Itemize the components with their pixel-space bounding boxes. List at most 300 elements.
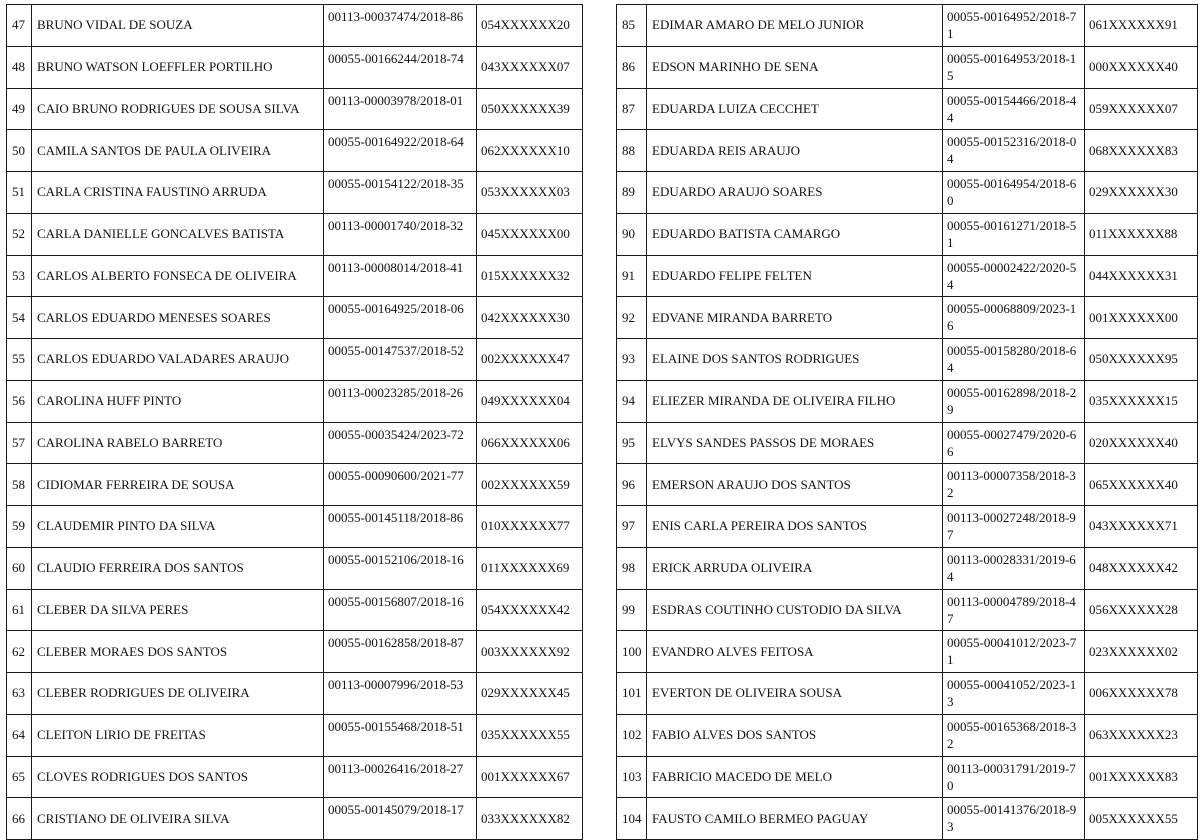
name-text: ENIS CARLA PEREIRA DOS SANTOS — [652, 518, 868, 534]
name-text: EDVANE MIRANDA BARRETO — [652, 309, 833, 325]
table-row — [617, 213, 1198, 255]
cpf-text: 050XXXXXX39 — [481, 100, 570, 116]
process-number-text: 00055-00166244/2018-74 — [328, 50, 464, 66]
process-number-text: 00055-00145118/2018-86 — [328, 510, 464, 525]
cpf-text: 043XXXXXX07 — [481, 59, 570, 75]
name-cell — [647, 5, 943, 47]
table-row — [617, 5, 1198, 47]
name-cell — [32, 756, 324, 798]
name-cell — [647, 255, 943, 297]
cpf-text: 011XXXXXX88 — [1089, 226, 1178, 242]
process-number-text: 00055-00035424/2023-72 — [328, 426, 464, 442]
cpf-cell — [477, 464, 583, 506]
row-number-text: 48 — [12, 59, 25, 75]
row-number-cell — [7, 46, 32, 88]
process-number-cell — [324, 547, 477, 589]
cpf-cell — [1085, 422, 1198, 464]
table-row — [7, 213, 583, 255]
process-number-text: 00055-00164954/2018-60 — [947, 176, 1077, 208]
row-number-cell — [7, 589, 32, 631]
row-number-text: 104 — [622, 810, 642, 826]
row-number-cell — [7, 5, 32, 47]
name-text: CARLA CRISTINA FAUSTINO ARRUDA — [37, 184, 267, 200]
cpf-text: 005XXXXXX55 — [1089, 810, 1178, 826]
row-number-cell — [7, 130, 32, 172]
name-text: CLEBER RODRIGUES DE OLIVEIRA — [37, 685, 250, 701]
row-number-cell — [617, 297, 647, 339]
row-number-text: 100 — [622, 643, 642, 659]
table-row — [7, 88, 583, 130]
name-cell — [32, 255, 324, 297]
cpf-text: 020XXXXXX40 — [1089, 434, 1178, 450]
cpf-cell — [1085, 88, 1198, 130]
cpf-text: 042XXXXXX30 — [481, 309, 570, 325]
cpf-cell — [1085, 464, 1198, 506]
name-text: CAMILA SANTOS DE PAULA OLIVEIRA — [37, 142, 272, 158]
name-cell — [647, 589, 943, 631]
table-row — [7, 172, 583, 214]
table-row — [7, 5, 583, 47]
row-number-text: 59 — [12, 518, 25, 534]
process-number-cell — [324, 172, 477, 214]
process-number-text: 00055-00164953/2018-15 — [947, 50, 1077, 83]
row-number-cell — [7, 673, 32, 715]
process-number-text: 00055-00152106/2018-16 — [328, 551, 464, 567]
name-text: BRUNO WATSON LOEFFLER PORTILHO — [37, 59, 273, 75]
table-row — [7, 506, 583, 548]
cpf-cell — [477, 547, 583, 589]
name-cell — [647, 297, 943, 339]
row-number-text: 90 — [622, 226, 635, 242]
process-number-cell — [943, 130, 1085, 172]
row-number-text: 102 — [622, 727, 642, 743]
cpf-text: 044XXXXXX31 — [1089, 267, 1178, 283]
name-text: ELIEZER MIRANDA DE OLIVEIRA FILHO — [652, 393, 896, 409]
process-number-text: 00113-00007996/2018-53 — [328, 677, 464, 692]
row-number-cell — [617, 172, 647, 214]
process-number-cell — [324, 798, 477, 840]
cpf-cell — [477, 756, 583, 798]
name-cell — [32, 339, 324, 381]
name-text: EDUARDO BATISTA CAMARGO — [652, 226, 841, 242]
process-number-cell — [943, 88, 1085, 130]
name-cell — [647, 213, 943, 255]
process-number-text: 00113-00031791/2019-70 — [947, 760, 1076, 793]
row-number-text: 96 — [622, 476, 635, 492]
process-number-text: 00055-00158280/2018-64 — [947, 343, 1077, 375]
table-row — [617, 464, 1198, 506]
cpf-cell — [477, 213, 583, 255]
cpf-cell — [1085, 130, 1198, 172]
name-text: FABRICIO MACEDO DE MELO — [652, 768, 832, 784]
process-number-cell — [943, 589, 1085, 631]
cpf-text: 003XXXXXX92 — [481, 643, 570, 659]
row-number-text: 63 — [12, 685, 25, 701]
cpf-text: 015XXXXXX32 — [481, 267, 570, 283]
table-row — [7, 339, 583, 381]
table-row — [7, 673, 583, 715]
row-number-text: 97 — [622, 518, 635, 534]
row-number-cell — [617, 130, 647, 172]
name-cell — [32, 506, 324, 548]
name-cell — [647, 380, 943, 422]
table-row — [7, 130, 583, 172]
table-row — [7, 547, 583, 589]
name-cell — [32, 422, 324, 464]
name-cell — [647, 756, 943, 798]
row-number-text: 65 — [12, 768, 25, 784]
cpf-text: 010XXXXXX77 — [481, 518, 570, 534]
name-text: EDUARDO FELIPE FELTEN — [652, 267, 812, 283]
process-number-text: 00055-00152316/2018-04 — [947, 134, 1077, 167]
row-number-text: 95 — [622, 434, 635, 450]
name-text: CLAUDIO FERREIRA DOS SANTOS — [37, 560, 244, 576]
process-number-cell — [324, 380, 477, 422]
process-number-text: 00055-00002422/2020-54 — [947, 259, 1077, 292]
row-number-text: 55 — [12, 351, 25, 367]
cpf-cell — [477, 589, 583, 631]
row-number-cell — [617, 631, 647, 673]
cpf-text: 045XXXXXX00 — [481, 226, 570, 242]
cpf-text: 063XXXXXX23 — [1089, 727, 1178, 743]
process-number-cell — [943, 422, 1085, 464]
row-number-text: 101 — [622, 685, 642, 701]
cpf-cell — [1085, 798, 1198, 840]
name-cell — [647, 130, 943, 172]
process-number-text: 00055-00090600/2021-77 — [328, 468, 464, 484]
name-text: ELAINE DOS SANTOS RODRIGUES — [652, 351, 860, 367]
row-number-cell — [7, 380, 32, 422]
row-number-cell — [617, 798, 647, 840]
name-cell — [32, 380, 324, 422]
row-number-cell — [7, 88, 32, 130]
table-row — [7, 297, 583, 339]
name-cell — [647, 506, 943, 548]
name-text: CLEITON LIRIO DE FREITAS — [37, 727, 206, 743]
table-row — [617, 380, 1198, 422]
cpf-cell — [477, 5, 583, 47]
name-text: BRUNO VIDAL DE SOUZA — [37, 17, 193, 33]
cpf-text: 059XXXXXX07 — [1089, 100, 1178, 116]
process-number-text: 00055-00041012/2023-71 — [947, 635, 1077, 668]
cpf-cell — [477, 172, 583, 214]
name-cell — [32, 46, 324, 88]
process-number-cell — [943, 255, 1085, 297]
process-number-cell — [324, 422, 477, 464]
name-cell — [32, 631, 324, 673]
process-number-cell — [324, 631, 477, 673]
name-cell — [647, 172, 943, 214]
table-row — [617, 673, 1198, 715]
process-number-cell — [943, 714, 1085, 756]
row-number-cell — [617, 673, 647, 715]
name-text: FAUSTO CAMILO BERMEO PAGUAY — [652, 810, 869, 826]
row-number-text: 91 — [622, 267, 635, 283]
table-row — [617, 339, 1198, 381]
cpf-cell — [477, 380, 583, 422]
name-text: ERICK ARRUDA OLIVEIRA — [652, 560, 813, 576]
cpf-cell — [1085, 631, 1198, 673]
process-number-cell — [324, 756, 477, 798]
process-number-cell — [324, 213, 477, 255]
row-number-text: 92 — [622, 309, 635, 325]
table-row — [7, 380, 583, 422]
cpf-text: 002XXXXXX59 — [481, 476, 570, 492]
name-text: EDUARDA REIS ARAUJO — [652, 142, 801, 158]
row-number-text: 49 — [12, 100, 25, 116]
row-number-text: 57 — [12, 434, 25, 450]
table-row — [617, 130, 1198, 172]
cpf-text: 029XXXXXX30 — [1089, 184, 1178, 200]
row-number-cell — [7, 506, 32, 548]
table-row — [617, 422, 1198, 464]
cpf-text: 029XXXXXX45 — [481, 685, 570, 701]
process-number-text: 00113-00001740/2018-32 — [328, 217, 464, 233]
cpf-cell — [477, 714, 583, 756]
cpf-cell — [477, 88, 583, 130]
name-cell — [647, 464, 943, 506]
name-text: CAIO BRUNO RODRIGUES DE SOUSA SILVA — [37, 100, 300, 116]
cpf-text: 056XXXXXX28 — [1089, 601, 1178, 617]
row-number-text: 58 — [12, 476, 25, 492]
process-number-cell — [943, 339, 1085, 381]
row-number-text: 60 — [12, 560, 25, 576]
row-number-text: 47 — [12, 17, 25, 33]
name-text: CARLOS EDUARDO MENESES SOARES — [37, 309, 271, 325]
cpf-text: 053XXXXXX03 — [481, 184, 570, 200]
process-number-text: 00055-00164922/2018-64 — [328, 134, 464, 150]
cpf-text: 054XXXXXX20 — [481, 17, 570, 33]
table-row — [7, 714, 583, 756]
process-number-text: 00055-00162858/2018-87 — [328, 635, 464, 651]
row-number-cell — [7, 714, 32, 756]
table-row — [617, 589, 1198, 631]
process-number-cell — [943, 380, 1085, 422]
name-cell — [647, 673, 943, 715]
process-number-cell — [943, 631, 1085, 673]
table-row — [7, 756, 583, 798]
process-number-cell — [324, 464, 477, 506]
name-cell — [32, 464, 324, 506]
table-row — [617, 297, 1198, 339]
cpf-text: 011XXXXXX69 — [481, 560, 570, 576]
candidate-table-right — [616, 4, 1198, 840]
row-number-cell — [7, 213, 32, 255]
name-cell — [32, 172, 324, 214]
cpf-cell — [1085, 589, 1198, 631]
name-cell — [647, 714, 943, 756]
row-number-cell — [617, 756, 647, 798]
row-number-text: 93 — [622, 351, 635, 367]
name-text: EVERTON DE OLIVEIRA SOUSA — [652, 685, 843, 701]
name-text: EDUARDO ARAUJO SOARES — [652, 184, 823, 200]
process-number-cell — [324, 714, 477, 756]
cpf-cell — [477, 798, 583, 840]
process-number-text: 00055-00154466/2018-44 — [947, 92, 1077, 125]
cpf-text: 054XXXXXX42 — [481, 601, 570, 617]
cpf-cell — [1085, 5, 1198, 47]
candidate-table-left — [6, 4, 583, 840]
process-number-cell — [943, 213, 1085, 255]
name-text: EDIMAR AMARO DE MELO JUNIOR — [652, 17, 865, 33]
name-cell — [647, 46, 943, 88]
row-number-text: 94 — [622, 393, 635, 409]
table-body-right — [617, 5, 1198, 840]
row-number-text: 87 — [622, 100, 635, 116]
name-cell — [647, 88, 943, 130]
row-number-cell — [7, 255, 32, 297]
process-number-text: 00055-00156807/2018-16 — [328, 593, 464, 609]
cpf-cell — [1085, 213, 1198, 255]
row-number-cell — [7, 798, 32, 840]
row-number-cell — [7, 756, 32, 798]
name-text: CLEBER MORAES DOS SANTOS — [37, 643, 228, 659]
table-row — [617, 547, 1198, 589]
process-number-cell — [324, 589, 477, 631]
process-number-text: 00113-00028331/2019-64 — [947, 551, 1076, 584]
cpf-cell — [1085, 673, 1198, 715]
name-cell — [647, 631, 943, 673]
cpf-cell — [1085, 714, 1198, 756]
name-text: CLEBER DA SILVA PERES — [37, 601, 189, 617]
process-number-text: 00113-00003978/2018-01 — [328, 92, 464, 108]
name-cell — [32, 547, 324, 589]
cpf-text: 006XXXXXX78 — [1089, 685, 1178, 701]
table-row — [7, 46, 583, 88]
cpf-text: 002XXXXXX47 — [481, 351, 570, 367]
name-text: EVANDRO ALVES FEITOSA — [652, 643, 814, 659]
name-text: CAROLINA HUFF PINTO — [37, 393, 182, 409]
process-number-text: 00055-00165368/2018-32 — [947, 718, 1077, 751]
cpf-cell — [1085, 172, 1198, 214]
name-cell — [32, 213, 324, 255]
cpf-text: 068XXXXXX83 — [1089, 142, 1178, 158]
table-row — [617, 255, 1198, 297]
table-row — [7, 589, 583, 631]
process-number-cell — [943, 46, 1085, 88]
table-row — [617, 46, 1198, 88]
name-text: EMERSON ARAUJO DOS SANTOS — [652, 476, 851, 492]
process-number-text: 00113-00008014/2018-41 — [328, 259, 464, 275]
cpf-cell — [1085, 380, 1198, 422]
cpf-text: 048XXXXXX42 — [1089, 560, 1178, 576]
name-text: CLAUDEMIR PINTO DA SILVA — [37, 518, 216, 534]
process-number-cell — [943, 673, 1085, 715]
name-cell — [32, 798, 324, 840]
cpf-text: 035XXXXXX55 — [481, 727, 570, 743]
row-number-cell — [7, 631, 32, 673]
cpf-cell — [1085, 756, 1198, 798]
name-cell — [647, 339, 943, 381]
process-number-cell — [324, 255, 477, 297]
cpf-text: 001XXXXXX00 — [1089, 309, 1178, 325]
process-number-cell — [324, 339, 477, 381]
row-number-cell — [617, 213, 647, 255]
row-number-cell — [617, 506, 647, 548]
row-number-cell — [617, 339, 647, 381]
row-number-cell — [617, 380, 647, 422]
cpf-cell — [477, 631, 583, 673]
table-body-left — [7, 5, 583, 840]
process-number-text: 00113-00004789/2018-47 — [947, 593, 1076, 626]
cpf-text: 050XXXXXX95 — [1089, 351, 1178, 367]
process-number-text: 00055-00027479/2020-66 — [947, 426, 1077, 459]
table-row — [617, 88, 1198, 130]
process-number-text: 00055-00068809/2023-16 — [947, 301, 1077, 334]
table-row — [617, 506, 1198, 548]
table-row — [7, 464, 583, 506]
table-row — [617, 714, 1198, 756]
process-number-cell — [943, 464, 1085, 506]
process-number-text: 00113-00023285/2018-26 — [328, 384, 464, 400]
row-number-cell — [617, 714, 647, 756]
table-row — [7, 255, 583, 297]
row-number-text: 86 — [622, 59, 635, 75]
process-number-text: 00055-00147537/2018-52 — [328, 343, 464, 358]
cpf-text: 066XXXXXX06 — [481, 434, 570, 450]
table-row — [7, 631, 583, 673]
table-row — [617, 172, 1198, 214]
name-text: CARLOS EDUARDO VALADARES ARAUJO — [37, 351, 289, 367]
name-text: CRISTIANO DE OLIVEIRA SILVA — [37, 810, 230, 826]
process-number-cell — [324, 46, 477, 88]
process-number-cell — [324, 297, 477, 339]
row-number-text: 66 — [12, 810, 25, 826]
row-number-cell — [7, 547, 32, 589]
row-number-text: 89 — [622, 184, 635, 200]
process-number-text: 00055-00155468/2018-51 — [328, 718, 464, 734]
name-cell — [32, 5, 324, 47]
name-text: ELVYS SANDES PASSOS DE MORAES — [652, 434, 875, 450]
process-number-text: 00055-00145079/2018-17 — [328, 802, 464, 818]
name-text: CARLA DANIELLE GONCALVES BATISTA — [37, 226, 285, 242]
process-number-cell — [943, 756, 1085, 798]
row-number-text: 103 — [622, 768, 642, 784]
cpf-cell — [1085, 339, 1198, 381]
row-number-text: 85 — [622, 17, 635, 33]
row-number-text: 53 — [12, 267, 25, 283]
row-number-cell — [617, 255, 647, 297]
row-number-cell — [617, 589, 647, 631]
process-number-text: 00113-00007358/2018-32 — [947, 468, 1076, 501]
row-number-cell — [7, 297, 32, 339]
row-number-text: 54 — [12, 309, 25, 325]
name-cell — [32, 714, 324, 756]
name-text: EDSON MARINHO DE SENA — [652, 59, 819, 75]
name-text: CARLOS ALBERTO FONSECA DE OLIVEIRA — [37, 267, 297, 283]
row-number-cell — [617, 464, 647, 506]
row-number-cell — [7, 339, 32, 381]
cpf-cell — [477, 673, 583, 715]
process-number-cell — [943, 547, 1085, 589]
cpf-cell — [1085, 506, 1198, 548]
row-number-cell — [7, 172, 32, 214]
name-text: CLOVES RODRIGUES DOS SANTOS — [37, 768, 249, 784]
process-number-cell — [324, 673, 477, 715]
cpf-cell — [477, 422, 583, 464]
cpf-text: 035XXXXXX15 — [1089, 393, 1178, 409]
cpf-text: 043XXXXXX71 — [1089, 518, 1178, 534]
name-text: FABIO ALVES DOS SANTOS — [652, 727, 817, 743]
name-cell — [32, 673, 324, 715]
row-number-text: 61 — [12, 601, 25, 617]
cpf-text: 023XXXXXX02 — [1089, 643, 1178, 659]
cpf-text: 000XXXXXX40 — [1089, 59, 1178, 75]
process-number-text: 00055-00164925/2018-06 — [328, 301, 464, 317]
table-row — [7, 798, 583, 840]
row-number-cell — [617, 46, 647, 88]
cpf-cell — [1085, 547, 1198, 589]
